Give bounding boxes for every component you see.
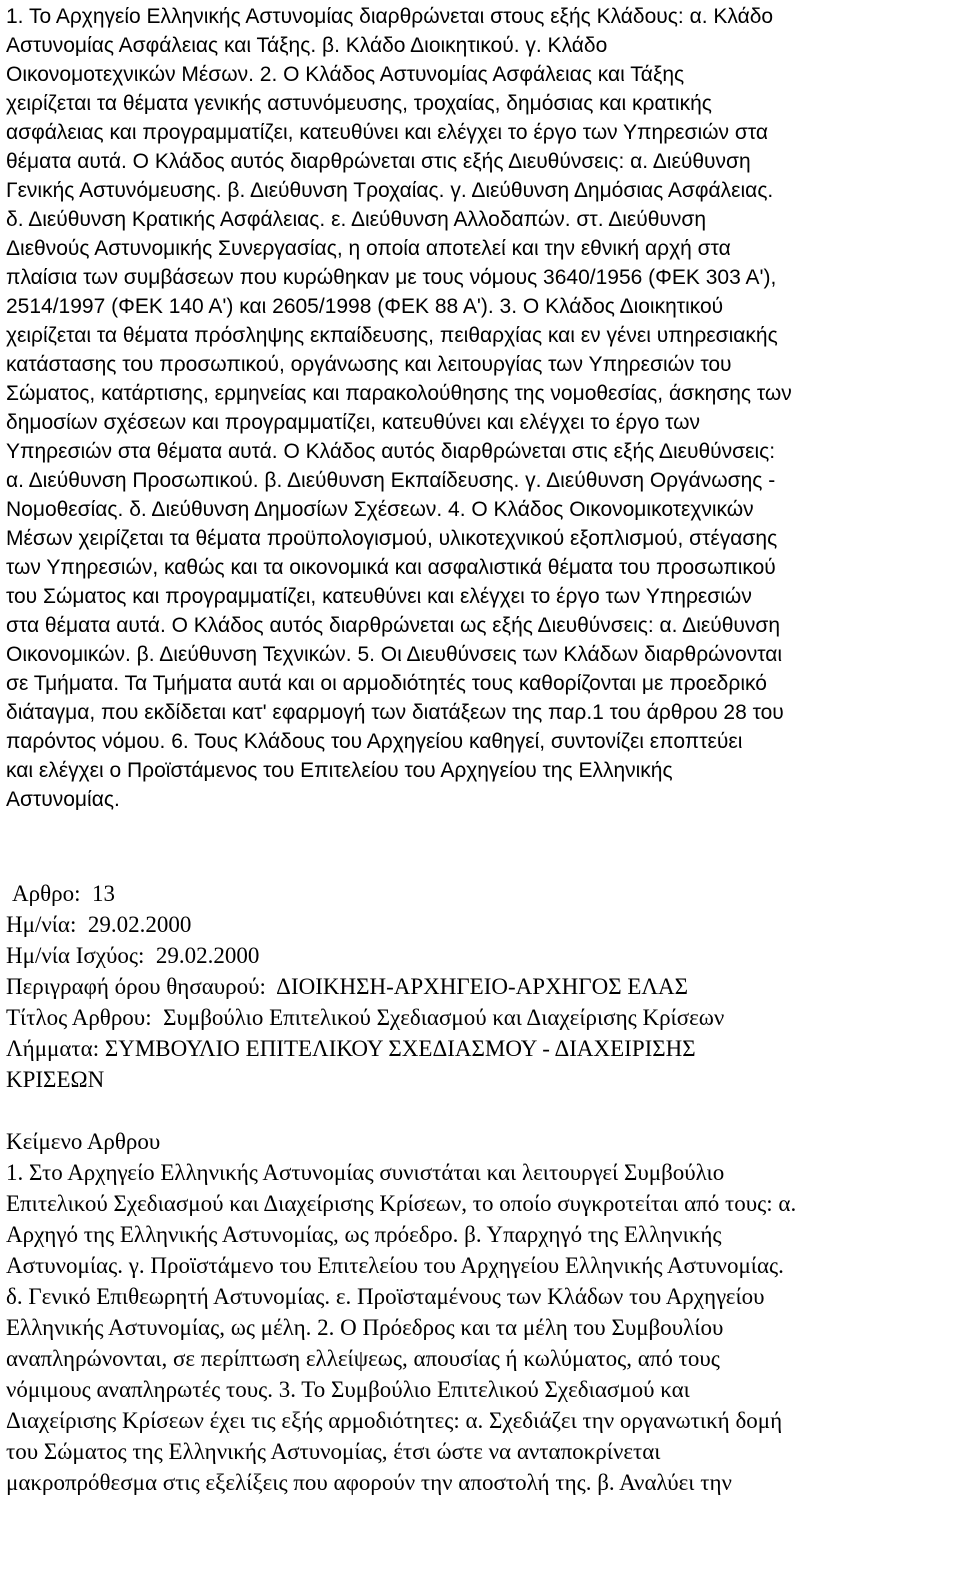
document-page xyxy=(6,0,954,1498)
article-metadata xyxy=(6,878,954,1157)
article-date-line xyxy=(6,909,954,940)
article-text-heading: Κείμενο Αρθρου xyxy=(6,1129,161,1154)
article-body-text: 1. Στο Αρχηγείο Ελληνικής Αστυνομίας συνιστάται και λειτουργεί Συμβούλιο Επιτελικού Σχεδιασμού και Διαχείρισης Κρίσεων, το οποίο συγκροτείται από τους: α. Αρχηγό της Ελληνικής Αστυνομίας, ως πρόεδρο. β. Υπαρχηγό της Ελληνικής Αστυνομίας. γ. Προϊστάμενο του Επιτελείου του Αρχηγείου Ελληνικής Αστυνομίας. δ. Γενικό Επιθεωρητή Αστυνομίας. ε. Προϊσταμένους των Κλάδων του Αρχηγείου Ελληνικής Αστυνομίας, ως μέλη. 2. Ο Πρόεδρος και τα μέλη του Συμβουλίου αναπληρώνονται, σε περίπτωση ελλείψεως, απουσίας ή κωλύματος, από τους νόμιμους αναπληρωτές τους. 3. Το Συμβούλιο Επιτελικού Σχεδιασμού και Διαχείρισης Κρίσεων έχει τις εξής αρμοδιότητες: α. Σχεδιάζει την οργανωτική δομή του Σώματος της Ελληνικής Αστυνομίας, έτσι ώστε να ανταποκρίνεται μακροπρόθεσμα στις εξελίξεις που αφορούν την αποστολή της. β. Αναλύει την xyxy=(6,1160,797,1495)
article-title-value: Συμβούλιο Επιτελικού Σχεδιασμού και Διαχείρισης Κρίσεων xyxy=(163,1005,725,1030)
thesaurus-term-line xyxy=(6,971,954,1002)
article-number-label: Αρθρο: xyxy=(12,881,81,906)
lemmata-label: Λήμματα: xyxy=(6,1036,100,1061)
article-title-line xyxy=(6,1002,954,1033)
article-effective-date-label: Ημ/νία Ισχύος: xyxy=(6,943,145,968)
blank-line xyxy=(6,1095,954,1126)
lemmata-line xyxy=(6,1033,954,1095)
lemmata-value: ΣΥΜΒΟΥΛΙΟ ΕΠΙΤΕΛΙΚΟΥ ΣΧΕΔΙΑΣΜΟΥ - ΔΙΑΧΕΙΡΙΣΗΣ ΚΡΙΣΕΩΝ xyxy=(6,1036,696,1092)
article-date-label: Ημ/νία: xyxy=(6,912,77,937)
article-title-label: Τίτλος Αρθρου: xyxy=(6,1005,152,1030)
article-date-value: 29.02.2000 xyxy=(87,912,192,937)
article-effective-date-value: 29.02.2000 xyxy=(155,943,260,968)
thesaurus-term-value: ΔΙΟΙΚΗΣΗ-ΑΡΧΗΓΕΙΟ-ΑΡΧΗΓΟΣ ΕΛΑΣ xyxy=(276,974,689,999)
article-number-value: 13 xyxy=(91,881,115,906)
article-number-line xyxy=(6,878,954,909)
section-spacer xyxy=(6,814,954,878)
thesaurus-term-label: Περιγραφή όρου θησαυρού: xyxy=(6,974,266,999)
previous-article-continuation: 1. Το Αρχηγείο Ελληνικής Αστυνομίας διαρθρώνεται στους εξής Κλάδους: α. Κλάδο Αστυνομίας Ασφάλειας και Τάξης. β. Κλάδο Διοικητικού. γ. Κλάδο Οικονομοτεχνικών Μέσων. 2. Ο Κλάδος Αστυνομίας Ασφάλειας και Τάξης χειρίζεται τα θέματα γενικής αστυνόμευσης, τροχαίας, δημόσιας και κρατικής ασφάλειας και προγραμματίζει, κατευθύνει και ελέγχει το έργο των Υπηρεσιών στα θέματα αυτά. Ο Κλάδος αυτός διαρθρώνεται στις εξής Διευθύνσεις: α. Διεύθυνση Γενικής Αστυνόμευσης. β. Διεύθυνση Τροχαίας. γ. Διεύθυνση Δημόσιας Ασφάλειας. δ. Διεύθυνση Κρατικής Ασφάλειας. ε. Διεύθυνση Αλλοδαπών. στ. Διεύθυνση Διεθνούς Αστυνομικής Συνεργασίας, η οποία αποτελεί και την εθνική αρχή στα πλαίσια των συμβάσεων που κυρώθηκαν με τους νόμους 3640/1956 (ΦΕΚ 303 Α'), 2514/1997 (ΦΕΚ 140 Α') και 2605/1998 (ΦΕΚ 88 Α'). 3. Ο Κλάδος Διοικητικού χειρίζεται τα θέματα πρόσληψης εκπαίδευσης, πειθαρχίας και εν γένει υπηρεσιακής κατάστασης του προσωπικού, οργάνωσης και λειτουργίας των Υπηρεσιών του Σώματος, κατάρτισης, ερμηνείας και παρακολούθησης της νομοθεσίας, άσκησης των δημοσίων σχέσεων και προγραμματίζει, κατευθύνει και ελέγχει το έργο των Υπηρεσιών στα θέματα αυτά. Ο Κλάδος αυτός διαρθρώνεται στις εξής Διευθύνσεις: α. Διεύθυνση Προσωπικού. β. Διεύθυνση Εκπαίδευσης. γ. Διεύθυνση Οργάνωσης - Νομοθεσίας. δ. Διεύθυνση Δημοσίων Σχέσεων. 4. Ο Κλάδος Οικονομικοτεχνικών Μέσων χειρίζεται τα θέματα προϋπολογισμού, υλικοτεχνικού εξοπλισμού, στέγασης των Υπηρεσιών, καθώς και τα οικονομικά και ασφαλιστικά θέματα του προσωπικού του Σώματος και προγραμματίζει, κατευθύνει και ελέγχει το έργο των Υπηρεσιών στα θέματα αυτά. Ο Κλάδος αυτός διαρθρώνεται ως εξής Διευθύνσεις: α. Διεύθυνση Οικονομικών. β. Διεύθυνση Τεχνικών. 5. Οι Διευθύνσεις των Κλάδων διαρθρώνονται σε Τμήματα. Τα Τμήματα αυτά και οι αρμοδιότητές τους καθορίζονται με προεδρικό διάταγμα, που εκδίδεται κατ' εφαρμογή των διατάξεων της παρ.1 του άρθρου 28 του παρόντος νόμου. 6. Τους Κλάδους του Αρχηγείου καθηγεί, συντονίζει εποπτεύει και ελέγχει ο Προϊστάμενος του Επιτελείου του Αρχηγείου της Ελληνικής Αστυνομίας. xyxy=(6,5,792,811)
article-effective-date-line xyxy=(6,940,954,971)
